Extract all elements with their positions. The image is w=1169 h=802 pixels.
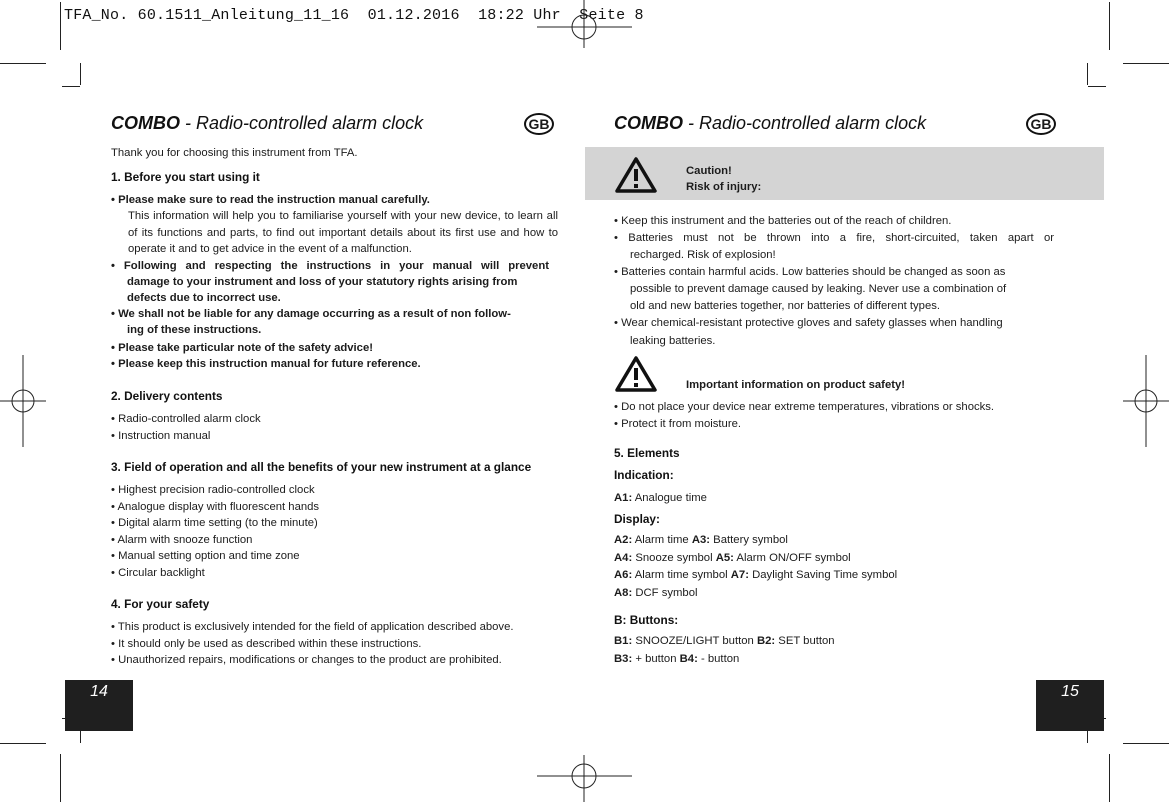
list-item: • Digital alarm time setting (to the minute) [111,517,318,530]
warning-icon [614,156,658,194]
caution-bullet-3-line-3: old and new batteries together, nor batteries of different types. [630,300,941,312]
s1-bullet-2-line-3: defects due to incorrect use. [127,292,281,304]
element-a6-a7: A6: Alarm time symbol A7: Daylight Saving Time symbol [614,569,898,581]
list-item: • Instruction manual [111,429,211,442]
caution-bullet-1: • Keep this instrument and the batteries out of the reach of children. [614,215,952,227]
print-slug-header: TFA_No. 60.1511_Anleitung_11_16 01.12.2016 18:22 Uhr Seite 8 [64,7,644,24]
caution-bullet-4-line-1: • Wear chemical-resistant protective gloves and safety glasses when handling [614,317,1003,329]
list-item: • Circular backlight [111,566,205,579]
s1-bullet-3-line-1: • We shall not be liable for any damage occurring as a result of non follow- [111,308,511,320]
s1-bullet-1: • Please make sure to read the instruction manual carefully. [111,194,430,206]
display-label: Display: [614,512,660,526]
section-3-heading: 3. Field of operation and all the benefits of your new instrument at a glance [111,460,532,474]
list-item: • Alarm with snooze function [111,533,253,546]
caution-bullet-4-line-2: leaking batteries. [630,335,716,347]
section-1-heading: 1. Before you start using it [111,170,260,184]
list-item: • Radio-controlled alarm clock [111,413,261,425]
section-5-heading: 5. Elements [614,446,680,460]
caution-box [585,147,1104,200]
buttons-label: B: Buttons: [614,613,679,627]
right-page-title: COMBO - Radio-controlled alarm clock [614,113,927,133]
caution-bullet-3-line-2: possible to prevent damage caused by leaking. Never use a combination of [630,283,1007,295]
s1-bullet-2-line-1: • Following and respecting the instructions in your manual will prevent [111,260,549,272]
caution-title: Caution! [686,165,732,177]
element-a2-a3: A2: Alarm time A3: Battery symbol [614,534,788,546]
section-2-heading: 2. Delivery contents [111,389,223,403]
list-item: • It should only be used as described within these instructions. [111,637,422,650]
product-safety-heading: Important information on product safety! [686,379,906,391]
safety-list [111,619,514,669]
element-b3-b4: B3: + button B4: - button [614,653,740,665]
s1-bullet-1-text: This information will help you to familiarise yourself with your new device, to learn all of its functions and parts, to find out important details about its first use and how to operate it and to get advice in the event of a malfunction. [128,210,558,256]
list-item: • This product is exclusively intended for the field of application described above. [111,621,514,633]
element-a1: A1: Analogue time [614,492,707,504]
intro-text: Thank you for choosing this instrument from TFA. [111,147,358,159]
benefits-list [111,482,319,582]
language-badge-right: GB [1026,113,1056,135]
delivery-list [111,411,261,444]
left-page-title: COMBO - Radio-controlled alarm clock [111,113,424,133]
element-b1-b2: B1: SNOOZE/LIGHT button B2: SET button [614,635,835,647]
warning-icon [614,355,658,393]
list-item: • Analogue display with fluorescent hands [111,500,320,513]
list-item: • Highest precision radio-controlled clock [111,484,315,496]
list-item: • Unauthorized repairs, modifications or changes to the product are prohibited. [111,654,502,667]
indication-label: Indication: [614,468,674,482]
element-a4-a5: A4: Snooze symbol A5: Alarm ON/OFF symbol [614,552,851,564]
s1-bullet-4: • Please take particular note of the safety advice! [111,342,374,354]
s1-bullet-2-line-2: damage to your instrument and loss of your statutory rights arising from [127,276,518,288]
s1-bullet-5: • Please keep this instruction manual for future reference. [111,358,421,370]
language-badge-left: GB [524,113,554,135]
s1-bullet-3-line-2: ing of these instructions. [127,324,262,336]
element-a8: A8: DCF symbol [614,587,698,599]
page-number-left: 14 [65,680,133,731]
caution-bullet-3-line-1: • Batteries contain harmful acids. Low batteries should be changed as soon as [614,266,1006,278]
section-4-heading: 4. For your safety [111,597,210,611]
page-number-right: 15 [1036,680,1104,731]
caution-bullet-2-line-1: • Batteries must not be thrown into a fire, short-circuited, taken apart or [614,232,1054,244]
list-item: • Manual setting option and time zone [111,550,300,563]
caution-subtitle: Risk of injury: [686,181,762,193]
list-item: • Do not place your device near extreme temperatures, vibrations or shocks. [614,401,995,413]
product-safety-list [614,399,994,432]
caution-bullet-2-line-2: recharged. Risk of explosion! [630,249,776,261]
list-item: • Protect it from moisture. [614,417,741,430]
